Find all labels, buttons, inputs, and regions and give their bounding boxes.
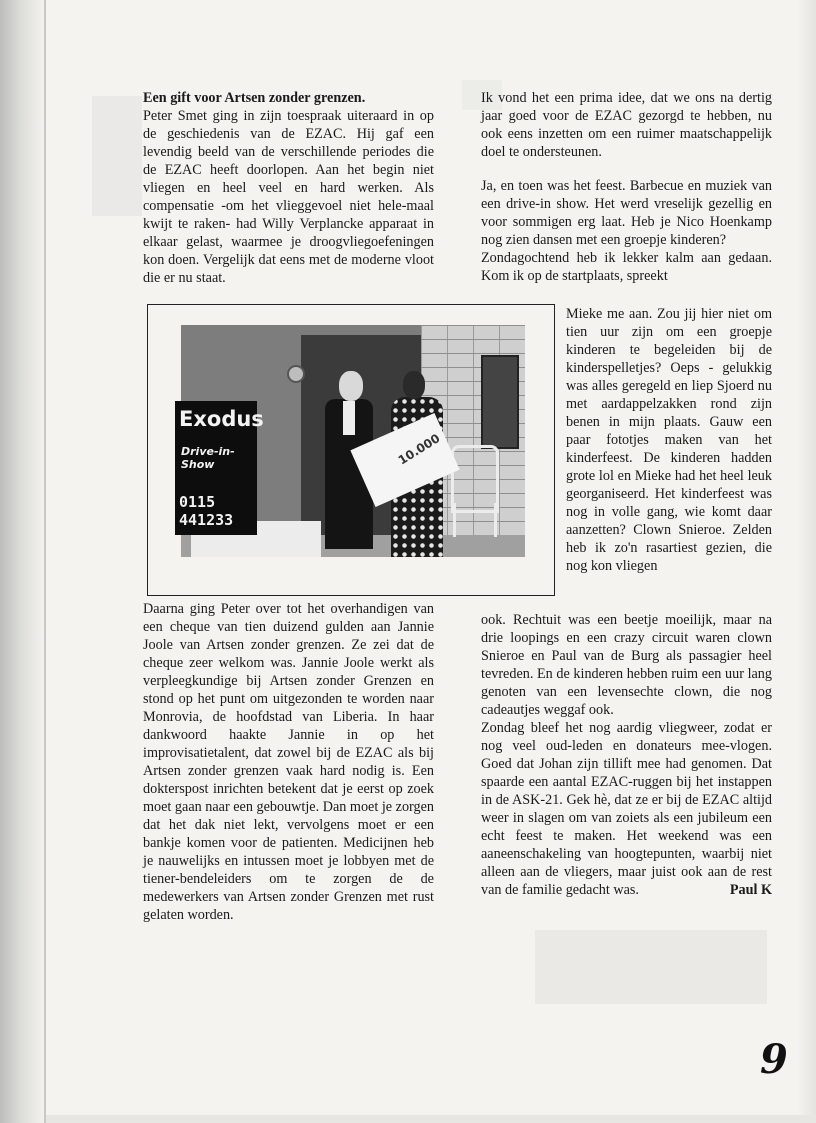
- page-bottom-edge: [46, 1115, 816, 1123]
- banner-name: Exodus: [179, 407, 264, 431]
- bleed-through-block: [92, 96, 142, 216]
- page-number: 9: [760, 1036, 788, 1083]
- photo-man-head: [339, 371, 363, 401]
- right-column-top: [481, 89, 772, 285]
- bleed-through-block: [535, 930, 767, 1004]
- page-spine: [0, 0, 46, 1123]
- spine-edge: [44, 0, 46, 1123]
- photo-frame: [147, 304, 555, 596]
- cheque-paragraph: Daarna ging Peter over tot het overhandigen van een cheque van tien duizend gulden aan Jannie Joole van Artsen zonder grenzen. Ze zei dat de cheque zeer welkom was. Jannie Joole werkt als verpleegkundige bij Artsen zonder Grenzen en stond op het punt om uitgezonden te worden naar Monrovia, de hoofdstad van Liberia. In haar dankwoord haakte Jannie in op het improvisatietalent, dat zowel bij de EZAC als bij Artsen zonder grenzen vaak hard nodig is. Een dokterspost inrichten betekent dat je eerst op zoek moet gaan naar een gebouwtje. Dan moet je zorgen dat het dak niet lekt, vervolgens moet er een bankje komen voor de patienten. Medicijnen heb je nauwelijks en intussen moet je lobbyen met de tiener-bendeleiders om te zorgen de de medewerkers van Artsen zonder Grenzen met rust gelaten worden.: [143, 601, 434, 923]
- cheque-amount: 10.000: [395, 431, 443, 468]
- left-column-bottom: [143, 600, 434, 924]
- photo-banner: [175, 401, 264, 535]
- left-column-top: [143, 89, 434, 287]
- article-title: Een gift voor Artsen zonder grenzen.: [143, 90, 366, 106]
- right-column-wrap: [566, 305, 772, 575]
- photo-man-shirt: [343, 401, 355, 435]
- photo-lamp: [287, 365, 305, 383]
- right-paragraph-5: [481, 719, 772, 899]
- right-paragraph-2: Ja, en toen was het feest. Barbecue en muziek van een drive-in show. Het werd vreselijk gezellig en voor sommigen erg laat. Heb je Nico Hoenkamp nog zien dansen met een groepje kinderen?: [481, 178, 772, 248]
- wrap-paragraph: Mieke me aan. Zou jij hier niet om tien uur zijn om een groepje kinderen te begeleiden bij de kinderspelletjes? Oeps - gelukkig was alles geregeld en liep Sjoerd nu met aardappelzakken rond zijn benen in mijn plaats. Gauw een paar fototjes maken van het kinderfeest. De kinderen hadden grote lol en Mieke had het heel leuk georganiseerd. Het kinderfeest was nog in volle gang, wie komt daar aanzetten? Clown Snieroe. Zelden heb ik zo'n rasartiest gezien, die nog kon vliegen: [566, 306, 772, 574]
- intro-paragraph: Peter Smet ging in zijn toespraak uiteraard in op de geschiedenis van de EZAC. Hij gaf een levendig beeld van de verschillende periodes die de EZAC heeft doorlopen. Aan het begin niet vliegen en heel veel en hard werken. Als compensatie -om het vlieggevoel niet hele-maal kwijt te raken- had Willy Verplancke apparaat in elkaar gelast, waarmee je droogvliegoefeningen kon doen. Vergelijk dat eens met de moderne vloot die er nu staat.: [143, 108, 434, 286]
- closing-paragraph: Zondag bleef het nog aardig vliegweer, zodat er nog veel oud-leden en donateurs mee-vlogen. Goed dat Johan zijn tillift mee had genomen. Dat spaarde een aantal EZAC-ruggen bij het instappen in de ASK-21. Gek hè, dat ze er bij de EZAC altijd weer in slagen om van zoiets als een jubileum een echt feest te maken. Het weekend was een aaneenschakeling van hoogtepunten, waarbij niet alleen aan de vliegers, maar juist ook aan de rest van de familie gedacht was.: [481, 720, 772, 898]
- right-paragraph-3: Zondagochtend heb ik lekker kalm aan gedaan. Kom ik op de startplaats, spreekt: [481, 250, 772, 284]
- right-paragraph-4: ook. Rechtuit was een beetje moeilijk, maar na drie loopings en een crazy circuit waren clown Snieroe en Paul van de Burg als passagier heel tevreden. En de kinderen hebben ruim een uur lang genoten van een levensechte clown, die nog cadeautjes weggaf ook.: [481, 612, 772, 718]
- banner-phone: 0115 441233: [179, 493, 234, 529]
- banner-subtitle: Drive-in-Show: [181, 445, 235, 471]
- right-column-bottom: [481, 611, 772, 899]
- photo-chair-legs: [453, 503, 497, 537]
- photo-woman-head: [403, 371, 425, 399]
- author-signature: Paul K: [729, 882, 772, 898]
- photo-wall-poster: [481, 355, 519, 449]
- page-edge-shadow: [798, 0, 816, 1123]
- right-paragraph-1: Ik vond het een prima idee, dat we ons na dertig jaar goed voor de EZAC gezorgd te hebben, nu ook eens inzetten om een ruimer maatschappelijk doel te ondersteunen.: [481, 90, 772, 160]
- cheque-handover-photo: [181, 325, 525, 557]
